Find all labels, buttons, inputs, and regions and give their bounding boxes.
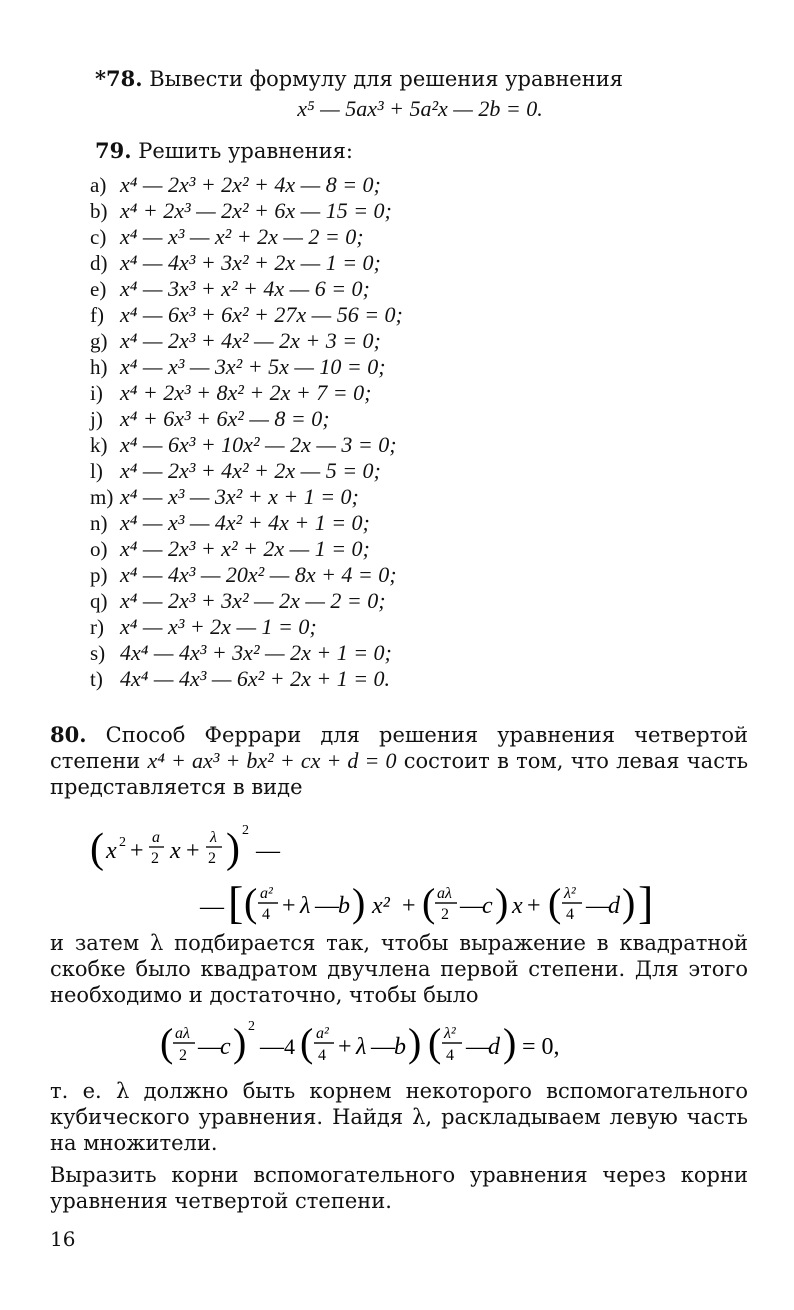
x-symbol: x	[170, 838, 181, 864]
paren-open: (	[548, 880, 562, 925]
paren-open: (	[300, 1020, 314, 1065]
frac-lambda2-denominator: 4	[446, 1047, 454, 1064]
equation-letter: o)	[90, 537, 108, 561]
b-symbol: b	[394, 1034, 406, 1060]
frac-lambda-denominator: 2	[208, 850, 216, 867]
problem-80-conclusion: т. е. λ должно быть корнем некоторого вспомогательного кубического уравнения. Найдя λ, раскладываем левую часть на множители.	[50, 1079, 748, 1155]
equation-letter: c)	[90, 225, 107, 249]
equation-item	[90, 614, 650, 640]
paren-open: (	[422, 880, 436, 925]
equation-item	[90, 562, 650, 588]
x-exponent: 2	[119, 835, 126, 850]
paren-open: (	[160, 1020, 174, 1065]
equation-letter: h)	[90, 355, 108, 379]
problem-80-statement	[50, 722, 748, 800]
equation-text: 4x⁴ — 4x³ — 6x² + 2x + 1 = 0.	[120, 666, 391, 691]
equation-letter: g)	[90, 329, 108, 353]
equation-text: x⁴ — 2x³ + 4x² + 2x — 5 = 0;	[120, 458, 381, 483]
plus-sign: +	[527, 893, 541, 919]
equation-letter: r)	[90, 615, 104, 639]
equation-letter: q)	[90, 589, 108, 613]
frac-lambda2-numerator: λ²	[564, 885, 576, 902]
equation-letter: t)	[90, 667, 103, 691]
equation-text: x⁴ — x³ — 3x² + 5x — 10 = 0;	[120, 354, 386, 379]
equation-item	[90, 224, 650, 250]
paren-close: )	[233, 1020, 247, 1065]
frac-a2-numerator: a²	[316, 1025, 329, 1042]
plus-sign: +	[402, 893, 416, 919]
equation-letter: m)	[90, 485, 114, 509]
problem-78-text: Вывести формулу для решения уравнения	[142, 67, 623, 91]
square-exponent: 2	[248, 1019, 255, 1034]
minus-sign: —	[460, 893, 484, 919]
equals-zero: = 0,	[522, 1034, 560, 1060]
problem-80-explanation: и затем λ подбирается так, чтобы выражение в квадратной скобке было квадратом двучлена первой степени. Для этого необходимо и достаточно, чтобы было	[50, 931, 748, 1007]
frac-alambda-numerator: aλ	[175, 1025, 190, 1042]
plus-sign: +	[130, 838, 144, 864]
c-symbol: c	[220, 1034, 231, 1060]
problem-79-number: 79.	[95, 138, 132, 163]
equation-text: x⁴ — 4x³ — 20x² — 8x + 4 = 0;	[120, 562, 397, 587]
square-exponent: 2	[242, 823, 249, 838]
equation-item	[90, 276, 650, 302]
bracket-close: ]	[638, 877, 654, 928]
equation-text: x⁴ — x³ + 2x — 1 = 0;	[120, 614, 317, 639]
problem-78-number: *78.	[95, 66, 143, 91]
equation-letter: k)	[90, 433, 108, 457]
problem-80-text-before: Способ Феррари для решения уравнения четвертой степени	[50, 723, 748, 773]
equation-text: x⁴ + 6x³ + 6x² — 8 = 0;	[120, 406, 330, 431]
equation-text: 4x⁴ — 4x³ + 3x² — 2x + 1 = 0;	[120, 640, 392, 665]
equation-text: x⁴ — x³ — 4x² + 4x + 1 = 0;	[120, 510, 370, 535]
x-squared: x²	[372, 893, 390, 919]
equation-text: x⁴ — 2x³ + 4x² — 2x + 3 = 0;	[120, 328, 381, 353]
frac-a2-numerator: a²	[260, 885, 273, 902]
frac-alambda-denominator: 2	[441, 906, 449, 923]
plus-sign: +	[282, 893, 296, 919]
equation-item	[90, 510, 650, 536]
equation-letter: n)	[90, 511, 108, 535]
equation-letter: p)	[90, 563, 108, 587]
equation-text: x⁴ — 6x³ + 10x² — 2x — 3 = 0;	[120, 432, 397, 457]
equation-item	[90, 328, 650, 354]
equation-item	[90, 666, 650, 692]
minus-sign: —	[315, 893, 339, 919]
equation-item	[90, 432, 650, 458]
equation-item	[90, 250, 650, 276]
plus-sign: +	[186, 838, 200, 864]
equation-letter: f)	[90, 303, 104, 327]
page-number: 16	[50, 1227, 76, 1251]
c-symbol: c	[482, 893, 493, 919]
ferrari-decomposition-formula	[90, 818, 690, 928]
equation-letter: i)	[90, 381, 103, 405]
frac-alambda-denominator: 2	[179, 1047, 187, 1064]
equation-item	[90, 588, 650, 614]
equation-letter: e)	[90, 277, 107, 301]
problem-79-statement	[95, 138, 745, 164]
paren-open: (	[90, 826, 104, 872]
equation-text: x⁴ — 2x³ + 3x² — 2x — 2 = 0;	[120, 588, 386, 613]
coefficient-4: 4	[284, 1034, 295, 1059]
frac-lambda2-denominator: 4	[566, 906, 574, 923]
minus-sign: —	[198, 1034, 222, 1060]
equation-item	[90, 536, 650, 562]
equation-letter: a)	[90, 173, 107, 197]
equation-item	[90, 640, 650, 666]
problem-80-number: 80.	[50, 722, 87, 747]
paren-open: (	[244, 880, 258, 925]
equation-item	[90, 458, 650, 484]
frac-lambda-numerator: λ	[210, 829, 217, 846]
paren-open: (	[428, 1020, 442, 1065]
equation-item	[90, 380, 650, 406]
equation-text: x⁴ — 4x³ + 3x² + 2x — 1 = 0;	[120, 250, 381, 275]
equation-text: x⁴ — x³ — 3x² + x + 1 = 0;	[120, 484, 359, 509]
x-symbol: x	[106, 838, 117, 864]
equation-text: x⁴ — 6x³ + 6x² + 27x — 56 = 0;	[120, 302, 403, 327]
equation-letter: s)	[90, 641, 106, 665]
minus-sign: —	[256, 838, 280, 864]
equation-item	[90, 484, 650, 510]
minus-sign: —	[466, 1034, 490, 1060]
plus-sign: +	[338, 1034, 352, 1060]
equation-letter: b)	[90, 199, 108, 223]
minus-sign: —	[371, 1034, 395, 1060]
equation-letter: l)	[90, 459, 103, 483]
equation-text: x⁴ + 2x³ + 8x² + 2x + 7 = 0;	[120, 380, 372, 405]
paren-close: )	[495, 880, 509, 925]
frac-a2-denominator: 4	[318, 1047, 326, 1064]
problem-79-text: Решить уравнения:	[131, 139, 353, 163]
minus-sign: —	[586, 893, 610, 919]
problem-78-equation: x⁵ — 5ax³ + 5a²x — 2b = 0.	[297, 96, 543, 121]
lambda-symbol: λ	[356, 1034, 367, 1060]
ferrari-condition-formula	[160, 1012, 680, 1072]
equation-text: x⁴ + 2x³ — 2x² + 6x — 15 = 0;	[120, 198, 392, 223]
frac-a-numerator: a	[152, 829, 160, 846]
d-symbol: d	[608, 893, 620, 919]
paren-close: )	[226, 826, 240, 872]
problem-79-equation-list	[90, 172, 650, 692]
frac-a-denominator: 2	[151, 850, 159, 867]
equation-text: x⁴ — 2x³ + 2x² + 4x — 8 = 0;	[120, 172, 381, 197]
equation-text: x⁴ — 3x³ + x² + 4x — 6 = 0;	[120, 276, 370, 301]
minus-sign: —	[260, 1034, 284, 1060]
x-symbol: x	[512, 893, 523, 919]
d-symbol: d	[488, 1034, 500, 1060]
paren-close: )	[352, 880, 366, 925]
paren-close: )	[622, 880, 636, 925]
equation-item	[90, 198, 650, 224]
equation-letter: j)	[90, 407, 103, 431]
problem-80-task: Выразить корни вспомогательного уравнения через корни уравнения четвертой степени.	[50, 1163, 748, 1213]
equation-item	[90, 172, 650, 198]
paren-close: )	[408, 1020, 422, 1065]
problem-80-inline-equation: x⁴ + ax³ + bx² + cx + d = 0	[147, 748, 397, 773]
equation-text: x⁴ — x³ — x² + 2x — 2 = 0;	[120, 224, 364, 249]
equation-letter: d)	[90, 251, 108, 275]
frac-alambda-numerator: aλ	[437, 885, 452, 902]
equation-item	[90, 302, 650, 328]
equation-text: x⁴ — 2x³ + x² + 2x — 1 = 0;	[120, 536, 370, 561]
frac-lambda2-numerator: λ²	[444, 1025, 456, 1042]
lambda-symbol: λ	[300, 893, 311, 919]
minus-sign: —	[200, 894, 224, 920]
equation-item	[90, 406, 650, 432]
frac-a2-denominator: 4	[262, 906, 270, 923]
problem-80-text-after: состоит в том, что левая часть представляется в виде	[50, 749, 749, 799]
problem-78-statement	[95, 66, 745, 92]
b-symbol: b	[338, 893, 350, 919]
paren-close: )	[503, 1020, 517, 1065]
bracket-open: [	[228, 877, 244, 928]
equation-item	[90, 354, 650, 380]
